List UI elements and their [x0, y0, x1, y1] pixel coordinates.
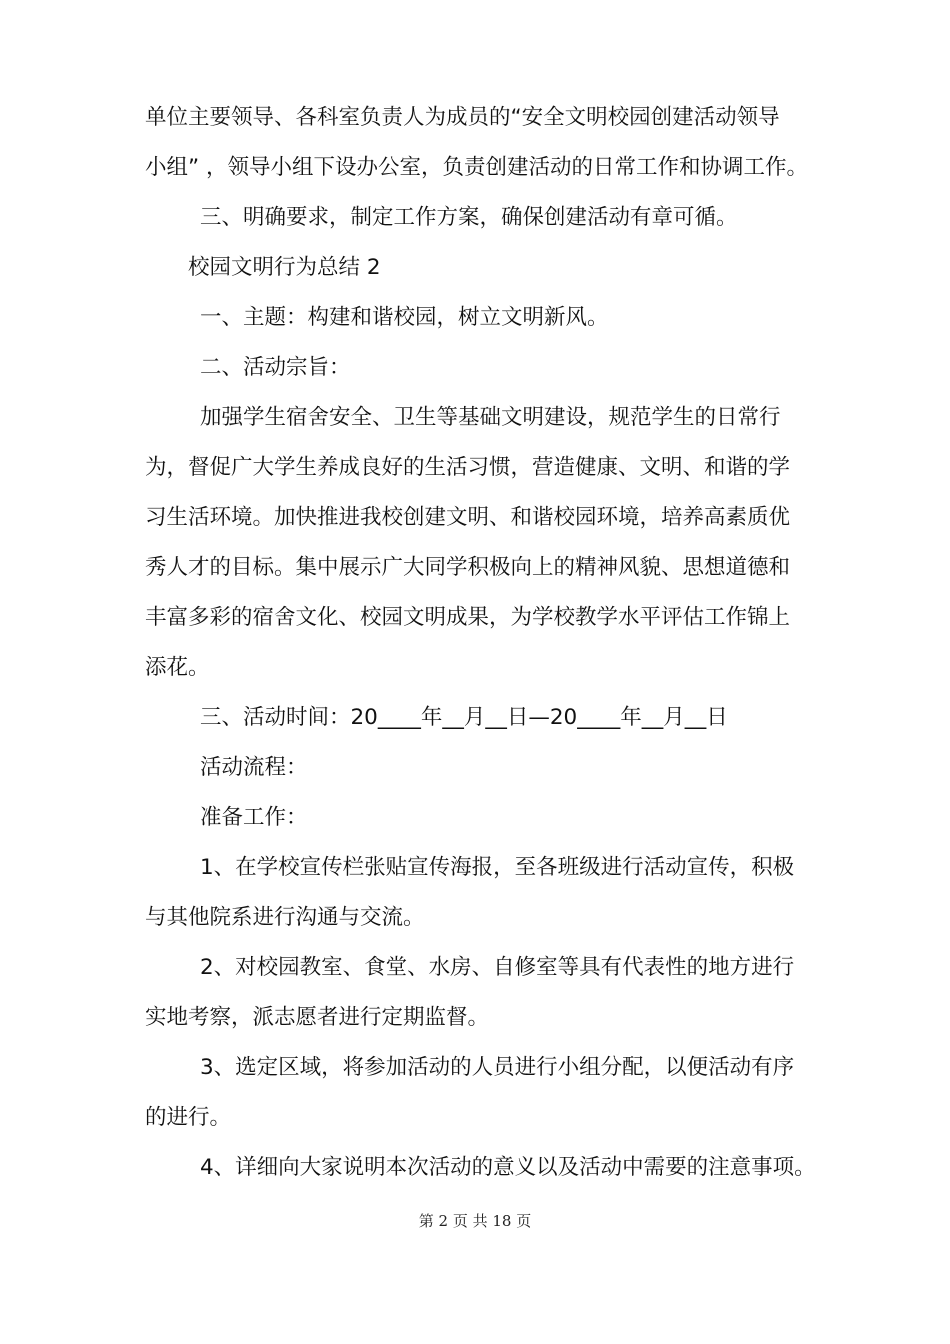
paragraph-line: 丰富多彩的宿舍文化、校园文明成果，为学校教学水平评估工作锦上: [145, 605, 791, 630]
section-heading: 一、主题：构建和谐校园，树立文明新风。: [200, 305, 609, 330]
list-item-continued: 的进行。: [145, 1105, 232, 1130]
list-item: 3、选定区域，将参加活动的人员进行小组分配，以便活动有序: [200, 1055, 795, 1080]
paragraph-line: 小组” ，领导小组下设办公室，负责创建活动的日常工作和协调工作。: [145, 155, 808, 180]
page-footer: 第 2 页 共 18 页: [418, 1212, 532, 1230]
paragraph-line: 为，督促广大学生养成良好的生活习惯，营造健康、文明、和谐的学: [145, 455, 791, 480]
paragraph-line: 添花。: [145, 655, 210, 680]
list-item: 4、详细向大家说明本次活动的意义以及活动中需要的注意事项。: [200, 1155, 816, 1180]
section-heading: 准备工作：: [200, 805, 308, 830]
list-item-continued: 实地考察，派志愿者进行定期监督。: [145, 1005, 490, 1030]
section-heading: 二、活动宗旨：: [200, 355, 351, 380]
section-heading: 活动流程：: [200, 755, 308, 780]
list-item-continued: 与其他院系进行沟通与交流。: [145, 905, 425, 930]
list-item: 1、在学校宣传栏张贴宣传海报，至各班级进行活动宣传，积极: [200, 855, 795, 880]
paragraph-line: 习生活环境。加快推进我校创建文明、和谐校园环境，培养高素质优: [145, 505, 791, 530]
paragraph-line: 加强学生宿舍安全、卫生等基础文明建设，规范学生的日常行: [200, 405, 781, 430]
paragraph-line: 单位主要领导、各科室负责人为成员的“安全文明校园创建活动领导: [145, 105, 780, 130]
list-item: 2、对校园教室、食堂、水房、自修室等具有代表性的地方进行: [200, 955, 795, 980]
section-heading: 三、活动时间：20____年__月__日—20____年__月__日: [200, 705, 728, 730]
section-heading: 三、明确要求，制定工作方案，确保创建活动有章可循。: [200, 205, 738, 230]
document-title: 校园文明行为总结 2: [188, 255, 381, 280]
paragraph-line: 秀人才的目标。集中展示广大同学积极向上的精神风貌、思想道德和: [145, 555, 791, 580]
